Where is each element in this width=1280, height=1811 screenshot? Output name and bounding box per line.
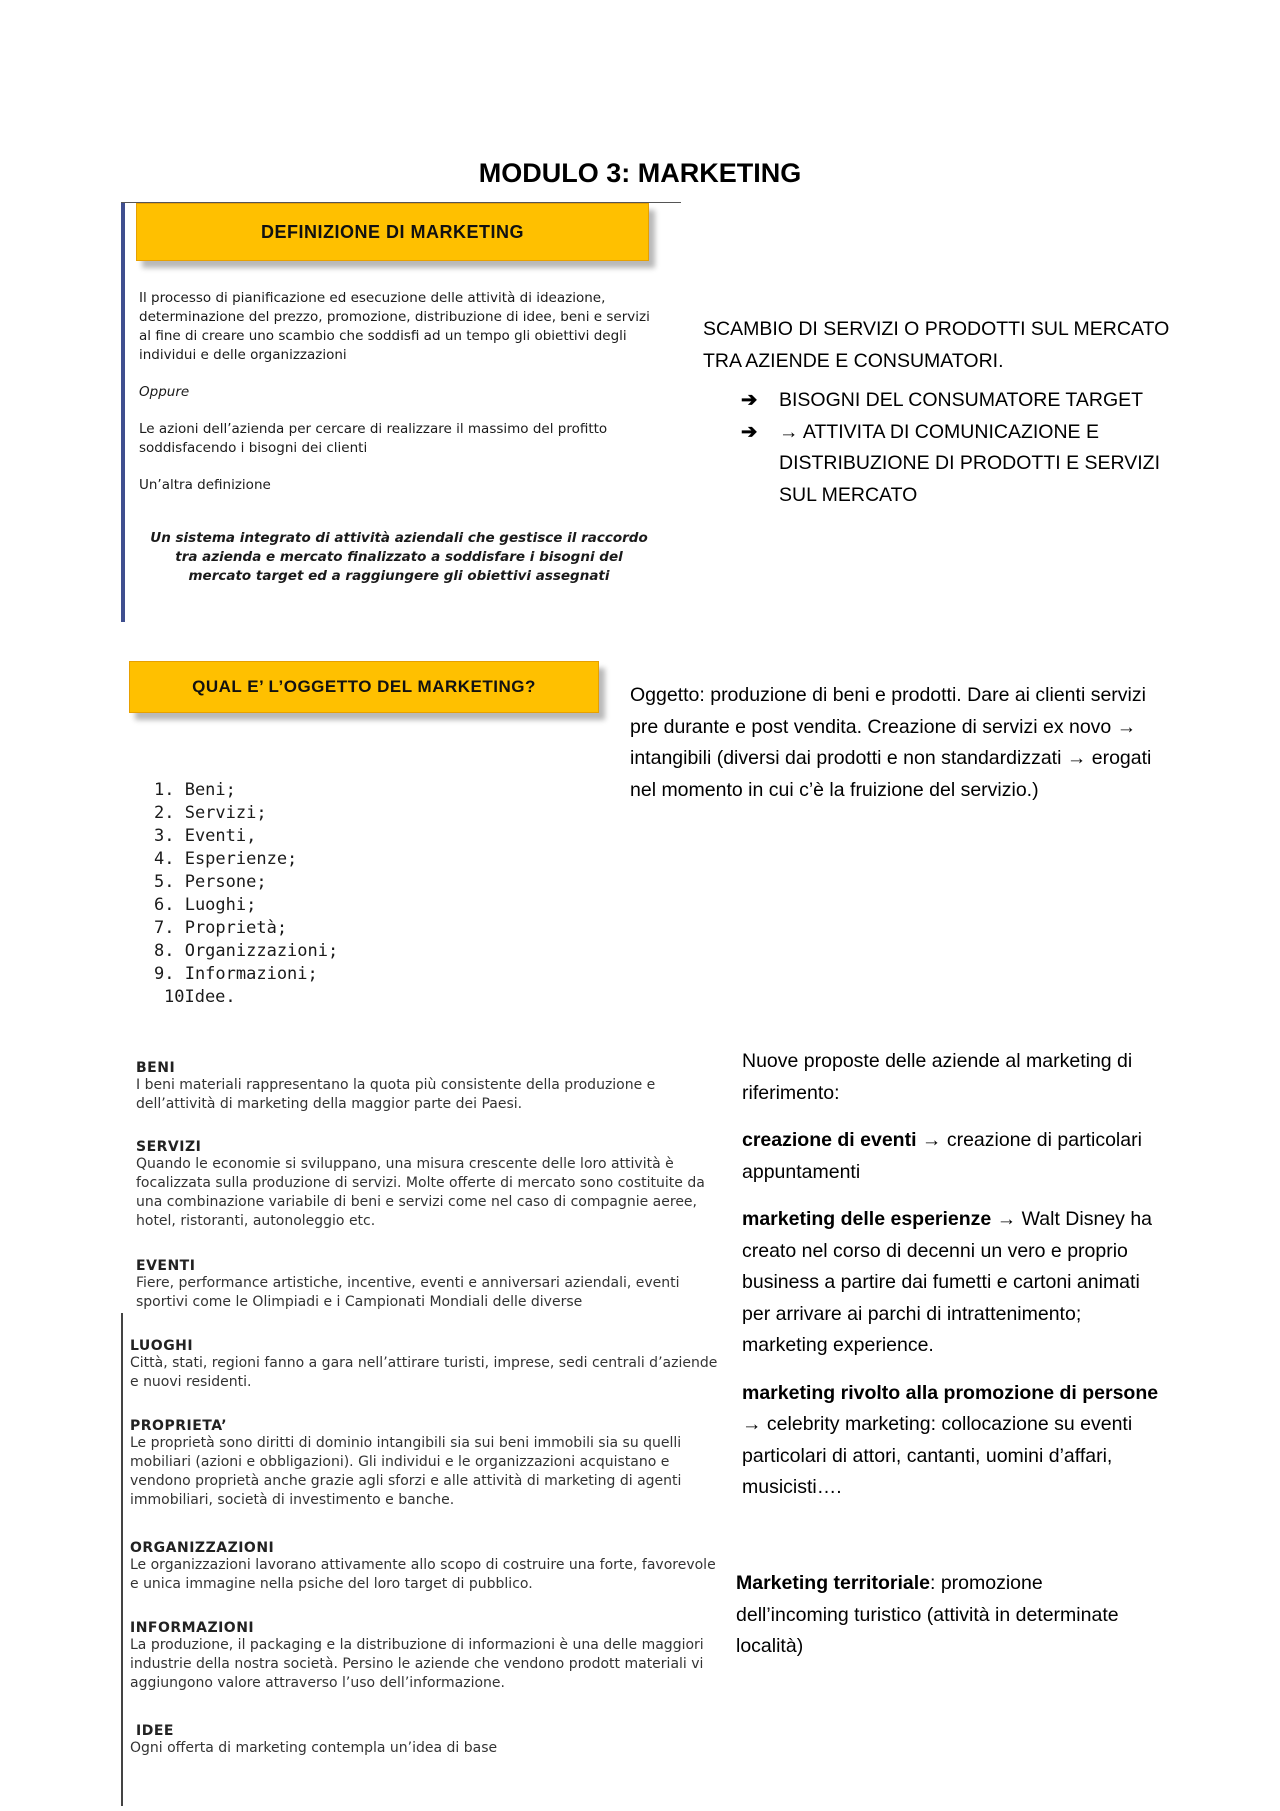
arrow-bullet-icon: ➔	[741, 420, 758, 443]
definition-oppure: Oppure	[139, 384, 190, 400]
arrow-bullet-icon: ➔	[741, 389, 758, 411]
definition-text	[139, 289, 659, 586]
section-proprieta	[130, 1418, 720, 1510]
section-text: Città, stati, regioni fanno a gara nell’attirare turisti, imprese, sedi centrali d’aziende e nuovi residenti.	[130, 1355, 718, 1390]
oggetto-description: Oggetto: produzione di beni e prodotti. Dare ai clienti servizi pre durante e post vendita. Creazione di servizi ex novo → intangibili (diversi dai prodotti e non standardizzati → erogati nel momento in cui c’è la fruizione del servizio.)	[630, 684, 1152, 801]
section-text: Ogni offerta di marketing contempla un’idea di base	[130, 1740, 498, 1756]
section-heading: ORGANIZZAZIONI	[130, 1540, 275, 1556]
section-heading: LUOGHI	[130, 1338, 194, 1354]
list-item: 7. Proprietà;	[154, 918, 288, 938]
section-organizzazioni	[130, 1540, 720, 1594]
list-item: 10Idee.	[164, 987, 236, 1007]
section-heading: IDEE	[136, 1723, 174, 1739]
proposte-esperienze: marketing delle esperienze → Walt Disney ha creato nel corso di decenni un vero e proprio business a partire dai fumetti e cartoni animati per arrivare ai parchi di intrattenimento; marketing experience.	[742, 1208, 1153, 1356]
proposte-block	[742, 1046, 1172, 1504]
section-eventi	[136, 1258, 716, 1312]
page-title: MODULO 3: MARKETING	[478, 158, 802, 188]
definition-paragraph-2: Le azioni dell’azienda per cercare di realizzare il massimo del profitto soddisfacendo i bisogni dei clienti	[139, 421, 608, 456]
section-servizi	[136, 1139, 716, 1231]
oggetto-heading: QUAL E’ L’OGGETTO DEL MARKETING?	[129, 661, 599, 713]
section-heading: INFORMAZIONI	[130, 1620, 255, 1636]
section-text: La produzione, il packaging e la distribuzione di informazioni è una delle maggiori industrie della nostra società. Persino le aziende che vendono prodott materiali vi aggiungono valore attraverso l’uso dell’informazione.	[130, 1637, 704, 1691]
proposte-intro: Nuove proposte delle aziende al marketing di riferimento:	[742, 1050, 1133, 1104]
sections-left-rule	[121, 1313, 123, 1806]
section-text: Le organizzazioni lavorano attivamente allo scopo di costruire una forte, favorevole e unica immagine nella psiche del loro target di pubblico.	[130, 1557, 716, 1592]
definition-panel-border	[121, 202, 125, 622]
section-heading: PROPRIETA’	[130, 1418, 228, 1434]
section-heading: EVENTI	[136, 1258, 196, 1274]
section-heading: SERVIZI	[136, 1139, 202, 1155]
definition-heading: DEFINIZIONE DI MARKETING	[136, 203, 649, 261]
section-beni	[136, 1060, 716, 1114]
section-idee	[130, 1723, 720, 1758]
section-luoghi	[130, 1338, 720, 1392]
bullet-item: ➔ → ATTIVITA DI COMUNICAZIONE E DISTRIBUZIONE DI PRODOTTI E SERVIZI SUL MERCATO	[741, 417, 1173, 512]
list-item: 5. Persone;	[154, 872, 267, 892]
proposte-persone: marketing rivolto alla promozione di persone → celebrity marketing: collocazione su eventi particolari di attori, cantanti, uomini d’affari, musicisti….	[742, 1381, 1159, 1498]
section-text: I beni materiali rappresentano la quota più consistente della produzione e dell’attività di marketing della maggior parte dei Paesi.	[136, 1077, 656, 1112]
section-text: Quando le economie si sviluppano, una misura crescente delle loro attività è focalizzata sulla produzione di servizi. Molte offerte di mercato sono costituite da una combinazione variabile di beni e servizi come nel caso di compagnie aeree, hotel, ristoranti, autonoleggio etc.	[136, 1156, 705, 1229]
list-item: 9. Informazioni;	[154, 964, 318, 984]
bullet-item: ➔ BISOGNI DEL CONSUMATORE TARGET	[741, 385, 1173, 417]
marketing-territoriale: Marketing territoriale: promozione dell’incoming turistico (attività in determinate località)	[736, 1572, 1119, 1657]
list-item: 2. Servizi;	[154, 803, 267, 823]
list-item: 3. Eventi,	[154, 826, 257, 846]
list-item: 4. Esperienze;	[154, 849, 298, 869]
section-text: Fiere, performance artistiche, incentive, eventi e anniversari aziendali, eventi sportivi come le Olimpiadi e i Campionati Mondiali delle diverse	[136, 1275, 680, 1310]
section-heading: BENI	[136, 1060, 176, 1076]
section-text: Le proprietà sono diritti di dominio intangibili sia sui beni immobili sia su quelli mobiliari (azioni e obbligazioni). Gli individui e le organizzazioni acquistano e vendono proprietà anche grazie agli sforzi e alle attività di marketing di agenti immobiliari, società di investimento e banche.	[130, 1435, 682, 1508]
list-item: 6. Luoghi;	[154, 895, 257, 915]
list-item: 1. Beni;	[154, 780, 236, 800]
exchange-block	[703, 314, 1173, 511]
list-item: 8. Organizzazioni;	[154, 941, 339, 961]
exchange-intro: SCAMBIO DI SERVIZI O PRODOTTI SUL MERCATO TRA AZIENDE E CONSUMATORI.	[703, 318, 1170, 372]
oggetto-list	[154, 779, 338, 1009]
definition-bold-statement: Un sistema integrato di attività aziendali che gestisce il raccordo tra azienda e mercato finalizzato a soddisfare i bisogni del mercato target ed a raggiungere gli obiettivi assegnati	[150, 530, 648, 584]
definition-paragraph-1: Il processo di pianificazione ed esecuzione delle attività di ideazione, determinazione del prezzo, promozione, distribuzione di idee, beni e servizi al fine di creare uno scambio che soddisfi ad un tempo gli obiettivi degli individui e delle organizzazioni	[139, 290, 650, 363]
section-informazioni	[130, 1620, 730, 1693]
proposte-eventi: creazione di eventi → creazione di particolari appuntamenti	[742, 1129, 1142, 1183]
definition-altra: Un’altra definizione	[139, 477, 271, 493]
